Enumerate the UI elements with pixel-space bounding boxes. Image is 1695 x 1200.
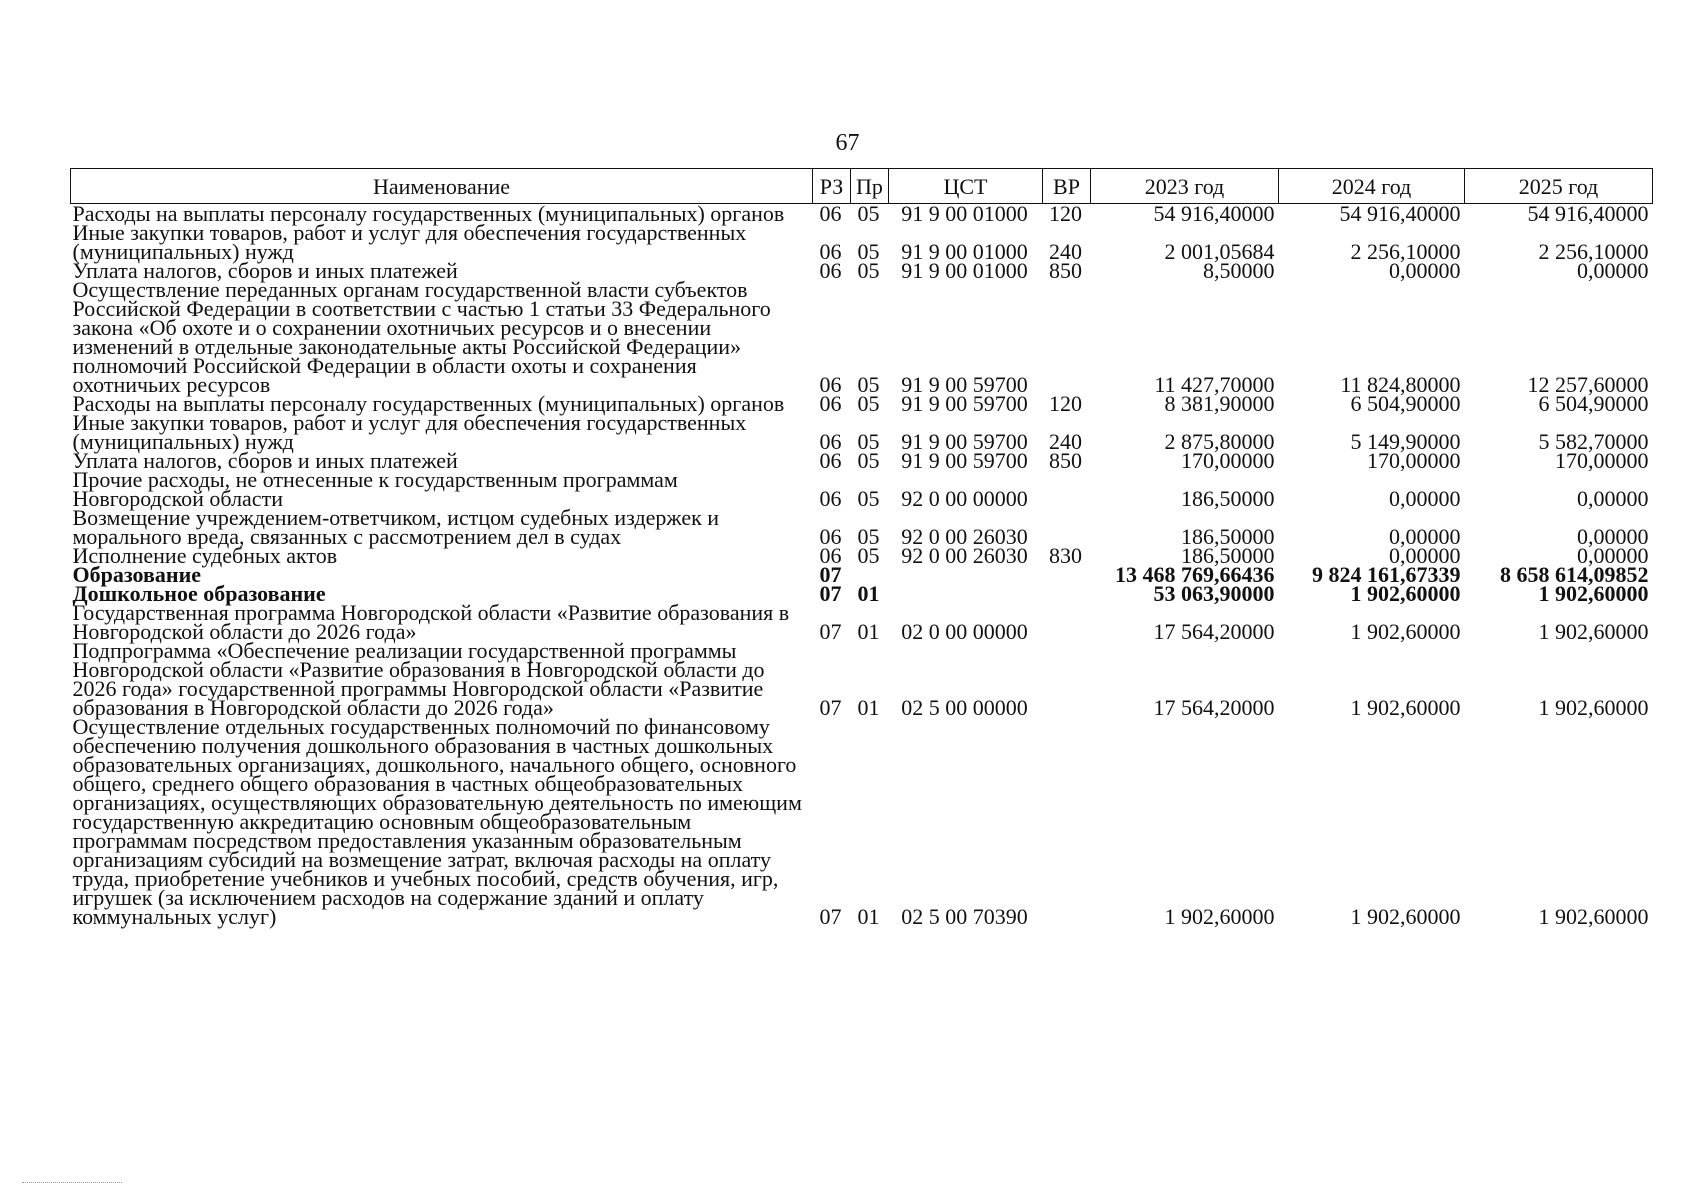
- cell-2023: 186,50000: [1181, 543, 1275, 568]
- cell-2025: 1 902,60000: [1538, 904, 1649, 929]
- cell-cst: [889, 584, 1043, 603]
- header-name: Наименование: [71, 169, 813, 204]
- cell-cst: 91 9 00 59700: [901, 448, 1028, 473]
- cell-rz: 06: [819, 258, 842, 283]
- cell-pr: 05: [857, 429, 880, 454]
- cell-2023: 2 875,80000: [1164, 429, 1275, 454]
- cell-rz: 06: [819, 372, 842, 397]
- cell-pr: 01: [857, 619, 880, 644]
- header-2023: 2023 год: [1091, 169, 1279, 204]
- cell-rz: 07: [819, 581, 842, 606]
- cell-name: Возмещение учреждением-ответчиком, истцом судебных издержек и морального вреда, связанных с рассмотрением дел в судах: [72, 505, 720, 549]
- cell-pr: 05: [857, 239, 880, 264]
- table-body: [71, 201, 1653, 929]
- cell-2025: 5 582,70000: [1538, 429, 1649, 454]
- cell-cst: 02 5 00 00000: [901, 695, 1028, 720]
- cell-cst: 02 0 00 00000: [901, 619, 1028, 644]
- table-row: [71, 508, 1653, 546]
- cell-2024: 1 902,60000: [1350, 904, 1461, 929]
- cell-name: Дошкольное образование: [72, 581, 326, 606]
- table-row: [71, 641, 1653, 717]
- cell-2025: 0,00000: [1577, 486, 1649, 511]
- cell-name: Уплата налогов, сборов и иных платежей: [72, 258, 458, 283]
- cell-pr: 01: [857, 581, 880, 606]
- cell-2024: 2 256,10000: [1350, 239, 1461, 264]
- cell-rz: 06: [819, 486, 842, 511]
- header-cst: ЦСТ: [889, 169, 1043, 204]
- table-row: [71, 470, 1653, 508]
- cell-vr: 850: [1049, 258, 1082, 283]
- cell-2025: 12 257,60000: [1527, 372, 1649, 397]
- cell-2023: 2 001,05684: [1164, 239, 1275, 264]
- cell-2023: 186,50000: [1181, 524, 1275, 549]
- header-vr: ВР: [1043, 169, 1091, 204]
- cell-2025: 6 504,90000: [1538, 391, 1649, 416]
- cell-2024: 54 916,40000: [1339, 201, 1461, 226]
- cell-2023: 8,50000: [1203, 258, 1275, 283]
- cell-name: Осуществление переданных органам государственной власти субъектов Российской Федерации в соответствии с частью 1 статьи 33 Федерального закона «Об охоте и о сохранении охотничьих ресурсов и о внесении изменений в отдельные законодательные акты Российской Федерации» полномочий Российской Федерации в области охоты и сохранения охотничьих ресурсов: [72, 277, 771, 397]
- cell-2023: 13 468 769,66436: [1115, 562, 1275, 587]
- cell-vr: [1043, 603, 1091, 641]
- cell-2024: 0,00000: [1389, 524, 1461, 549]
- cell-name: Иные закупки товаров, работ и услуг для обеспечения государственных (муниципальных) нужд: [72, 220, 747, 264]
- header-2024: 2024 год: [1279, 169, 1465, 204]
- cell-2023: 1 902,60000: [1164, 904, 1275, 929]
- cell-vr: 830: [1049, 543, 1082, 568]
- cell-2025: 0,00000: [1577, 258, 1649, 283]
- cell-pr: 01: [857, 904, 880, 929]
- cell-pr: 05: [857, 524, 880, 549]
- budget-table: [70, 168, 1653, 929]
- cell-name: Расходы на выплаты персоналу государственных (муниципальных) органов: [72, 391, 785, 416]
- cell-2024: 5 149,90000: [1350, 429, 1461, 454]
- cell-name: Уплата налогов, сборов и иных платежей: [72, 448, 458, 473]
- cell-cst: 91 9 00 01000: [901, 201, 1028, 226]
- cell-vr: [1043, 641, 1091, 717]
- cell-name: Иные закупки товаров, работ и услуг для обеспечения государственных (муниципальных) нужд: [72, 410, 747, 454]
- cell-rz: 07: [819, 562, 842, 587]
- cell-2025: 0,00000: [1577, 524, 1649, 549]
- cell-pr: 05: [857, 486, 880, 511]
- cell-2023: 53 063,90000: [1153, 581, 1275, 606]
- cell-cst: 91 9 00 01000: [901, 239, 1028, 264]
- cell-pr: 05: [857, 258, 880, 283]
- cell-cst: 91 9 00 59700: [901, 429, 1028, 454]
- cell-cst: 02 5 00 70390: [901, 904, 1028, 929]
- cell-2024: 0,00000: [1389, 258, 1461, 283]
- table-header-row: [71, 169, 1653, 204]
- cell-2025: 170,00000: [1555, 448, 1649, 473]
- cell-vr: 850: [1049, 448, 1082, 473]
- cell-rz: 06: [819, 391, 842, 416]
- cell-vr: 120: [1049, 201, 1082, 226]
- cell-2023: 17 564,20000: [1153, 695, 1275, 720]
- cell-2023: 11 427,70000: [1154, 372, 1275, 397]
- cell-cst: 91 9 00 59700: [901, 372, 1028, 397]
- cell-cst: 92 0 00 00000: [901, 486, 1028, 511]
- cell-vr: 240: [1049, 239, 1082, 264]
- cell-name: Осуществление отдельных государственных полномочий по финансовому обеспечению получения дошкольного образования в частных дошкольных образовательных организациях, дошкольного, начального общего, основного общего, среднего общего образования в частных общеобразовательных организациях, осуществляющих образовательную деятельность по имеющим государственную аккредитацию основным общеобразовательным программам посредством предоставления указанным образовательным организациям субсидий на возмещение затрат, включая расходы на оплату труда, приобретение учебников и учебных пособий, средств обучения, игр, игрушек (за исключением расходов на содержание зданий и оплату коммунальных услуг): [72, 714, 802, 929]
- cell-rz: 06: [819, 201, 842, 226]
- cell-2024: 170,00000: [1367, 448, 1461, 473]
- cell-rz: 06: [819, 543, 842, 568]
- cell-rz: 06: [819, 448, 842, 473]
- cell-2023: 54 916,40000: [1153, 201, 1275, 226]
- table-row: [71, 717, 1653, 926]
- cell-pr: 05: [857, 201, 880, 226]
- cell-name: Подпрограмма «Обеспечение реализации государственной программы Новгородской области «Развитие образования в Новгородской области до 2026 года» государственной программы Новгородской области «Развитие образования в Новгородской области до 2026 года»: [72, 638, 765, 720]
- cell-rz: 06: [819, 429, 842, 454]
- cell-name: Образование: [72, 562, 202, 587]
- cell-name: Исполнение судебных актов: [72, 543, 338, 568]
- cell-name: Расходы на выплаты персоналу государственных (муниципальных) органов: [72, 201, 785, 226]
- cell-pr: 05: [857, 372, 880, 397]
- table-row: [71, 223, 1653, 261]
- cell-vr: [1043, 717, 1091, 926]
- cell-rz: 07: [819, 904, 842, 929]
- cell-2024: 1 902,60000: [1350, 581, 1461, 606]
- cell-name: Государственная программа Новгородской области «Развитие образования в Новгородской области до 2026 года»: [72, 600, 790, 644]
- cell-rz: 06: [819, 239, 842, 264]
- cell-2023: 8 381,90000: [1164, 391, 1275, 416]
- cell-pr: 05: [857, 543, 880, 568]
- cell-2025: 0,00000: [1577, 543, 1649, 568]
- cell-2025: 1 902,60000: [1538, 619, 1649, 644]
- cell-pr: 05: [857, 448, 880, 473]
- cell-pr: 01: [857, 695, 880, 720]
- cell-2025: 54 916,40000: [1527, 201, 1649, 226]
- table-row: [71, 603, 1653, 641]
- cell-rz: 07: [819, 619, 842, 644]
- cell-rz: 06: [819, 524, 842, 549]
- cell-2025: 1 902,60000: [1538, 695, 1649, 720]
- cell-2023: 170,00000: [1181, 448, 1275, 473]
- header-rz: РЗ: [813, 169, 851, 204]
- cell-2024: 9 824 161,67339: [1312, 562, 1461, 587]
- cell-2025: 8 658 614,09852: [1500, 562, 1649, 587]
- cell-vr: 120: [1049, 391, 1082, 416]
- cell-vr: [1043, 584, 1091, 603]
- cell-2023: 17 564,20000: [1153, 619, 1275, 644]
- cell-2023: 186,50000: [1181, 486, 1275, 511]
- cell-2025: 1 902,60000: [1538, 581, 1649, 606]
- cell-vr: 240: [1049, 429, 1082, 454]
- cell-2025: 2 256,10000: [1538, 239, 1649, 264]
- cell-rz: 07: [819, 695, 842, 720]
- cell-cst: 92 0 00 26030: [901, 543, 1028, 568]
- cell-cst: 92 0 00 26030: [901, 524, 1028, 549]
- header-pr: Пр: [851, 169, 889, 204]
- cell-2024: 1 902,60000: [1350, 695, 1461, 720]
- cell-2024: 0,00000: [1389, 486, 1461, 511]
- page-number: 67: [835, 130, 860, 156]
- cell-2024: 1 902,60000: [1350, 619, 1461, 644]
- cell-name: Прочие расходы, не отнесенные к государственным программам Новгородской области: [72, 467, 678, 511]
- cell-vr: [1043, 470, 1091, 508]
- cell-pr: 05: [857, 391, 880, 416]
- header-2025: 2025 год: [1465, 169, 1653, 204]
- cell-2024: 11 824,80000: [1340, 372, 1461, 397]
- cell-cst: 91 9 00 59700: [901, 391, 1028, 416]
- table-row: [71, 280, 1653, 394]
- cell-2024: 6 504,90000: [1350, 391, 1461, 416]
- scan-mark: [22, 1182, 122, 1184]
- cell-vr: [1043, 508, 1091, 546]
- cell-2024: 0,00000: [1389, 543, 1461, 568]
- table-row: [71, 413, 1653, 451]
- cell-cst: 91 9 00 01000: [901, 258, 1028, 283]
- cell-vr: [1043, 280, 1091, 394]
